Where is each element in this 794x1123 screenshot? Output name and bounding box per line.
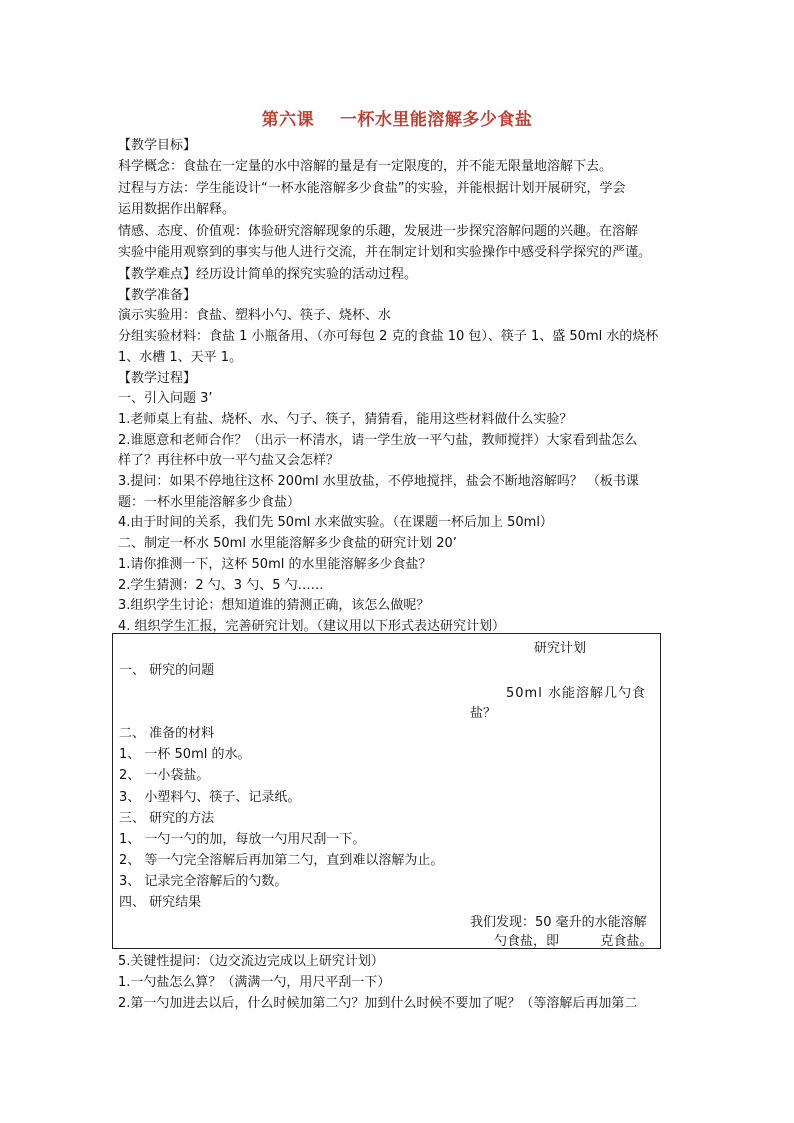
text-line: 实验中能用观察到的事实与他人进行交流，并在制定计划和实验操作中感受科学探究的严谨。: [118, 245, 652, 260]
plan-result-text: 我们发现：50 毫升的水能溶解: [470, 915, 647, 930]
plan-method-item: 2、 等一勺完全溶解后再加第二勺，直到难以溶解为止。: [119, 853, 444, 868]
text-line: 一、引入问题 3’: [118, 391, 213, 406]
plan-question-text-cont: 盐？: [470, 706, 497, 721]
section-goals-heading: 【教学目标】: [118, 138, 197, 153]
plan-materials-title: 二、 准备的材料: [119, 726, 215, 741]
section-difficulty: 【教学难点】经历设计简单的探究实验的活动过程。: [118, 267, 418, 282]
text-line: 过程与方法：学生能设计“一杯水能溶解多少食盐”的实验，并能根据计划开展研究，学会: [118, 181, 626, 196]
text-line: 1、水槽 1、天平 1。: [118, 350, 243, 365]
text-line: 题：一杯水里能溶解多少食盐）: [118, 495, 301, 510]
plan-heading: 研究计划: [534, 641, 587, 656]
text-line: 4. 组织学生汇报，完善研究计划。（建议用以下形式表达研究计划）: [118, 619, 506, 634]
text-line: 2.谁愿意和老师合作？（出示一杯清水，请一学生放一平勺盐，教师搅拌）大家看到盐怎么: [118, 433, 638, 448]
text-line: 5.关键性提问：（边交流边完成以上研究计划）: [118, 954, 384, 969]
text-line: 演示实验用：食盐、塑料小勺、筷子、烧杯、水: [118, 308, 392, 323]
text-line: 分组实验材料：食盐 1 小瓶备用、（亦可每包 2 克的食盐 10 包）、筷子 1、盛 50ml 水的烧杯: [118, 329, 659, 344]
section-prep-heading: 【教学准备】: [118, 288, 197, 303]
text-line: 科学概念：食盐在一定量的水中溶解的量是有一定限度的，并不能无限量地溶解下去。: [118, 159, 613, 174]
text-line: 1.老师桌上有盐、烧杯、水、勺子、筷子，猜猜看，能用这些材料做什么实验？: [118, 412, 573, 427]
section-process-heading: 【教学过程】: [118, 371, 197, 386]
text-line: 二、制定一杯水 50ml 水里能溶解多少食盐的研究计划 20’: [118, 536, 457, 551]
text-line: 3.提问：如果不停地往这杯 200ml 水里放盐，不停地搅拌，盐会不断地溶解吗？ （板书课: [118, 474, 639, 489]
plan-material-item: 3、 小塑料勺、筷子、记录纸。: [119, 790, 301, 805]
text-line: 1.请你推测一下，这杯 50ml 的水里能溶解多少食盐？: [118, 557, 432, 572]
plan-method-item: 1、 一勺一勺的加，每放一勺用尺刮一下。: [119, 832, 366, 847]
text-line: 运用数据作出解释。: [118, 202, 236, 217]
plan-question-text: 50ml 水能溶解几勺食: [506, 686, 646, 701]
text-line: 2.学生猜测：2 勺、3 勺、5 勺……: [118, 578, 324, 593]
lesson-title: 第六课 一杯水里能溶解多少食盐: [261, 110, 533, 130]
plan-result-text-cont: 勺食盐，即 克食盐。: [494, 934, 653, 949]
text-line: 3.组织学生讨论：想知道谁的猜测正确，该怎么做呢？: [118, 598, 430, 613]
plan-material-item: 1、 一杯 50ml 的水。: [119, 747, 251, 762]
plan-method-item: 3、 记录完全溶解后的勺数。: [119, 874, 288, 889]
research-plan-box: [112, 633, 661, 949]
plan-method-title: 三、 研究的方法: [119, 811, 215, 826]
plan-result-title: 四、 研究结果: [119, 895, 202, 910]
text-line: 1.一勺盐怎么算？（满满一勺，用尺平刮一下）: [118, 975, 391, 990]
text-line: 样了？再往杯中放一平勺盐又会怎样？: [118, 453, 340, 468]
plan-question-title: 一、 研究的问题: [119, 663, 215, 678]
text-line: 情感、态度、价值观：体验研究溶解现象的乐趣，发展进一步探究溶解问题的兴趣。在溶解: [118, 224, 639, 239]
text-line: 2.第一勺加进去以后，什么时候加第二勺？加到什么时候不要加了呢？（等溶解后再加第二: [118, 996, 638, 1011]
text-line: 4.由于时间的关系，我们先 50ml 水来做实验。（在课题一杯后加上 50ml）: [118, 515, 553, 530]
plan-material-item: 2、 一小袋盐。: [119, 768, 210, 783]
